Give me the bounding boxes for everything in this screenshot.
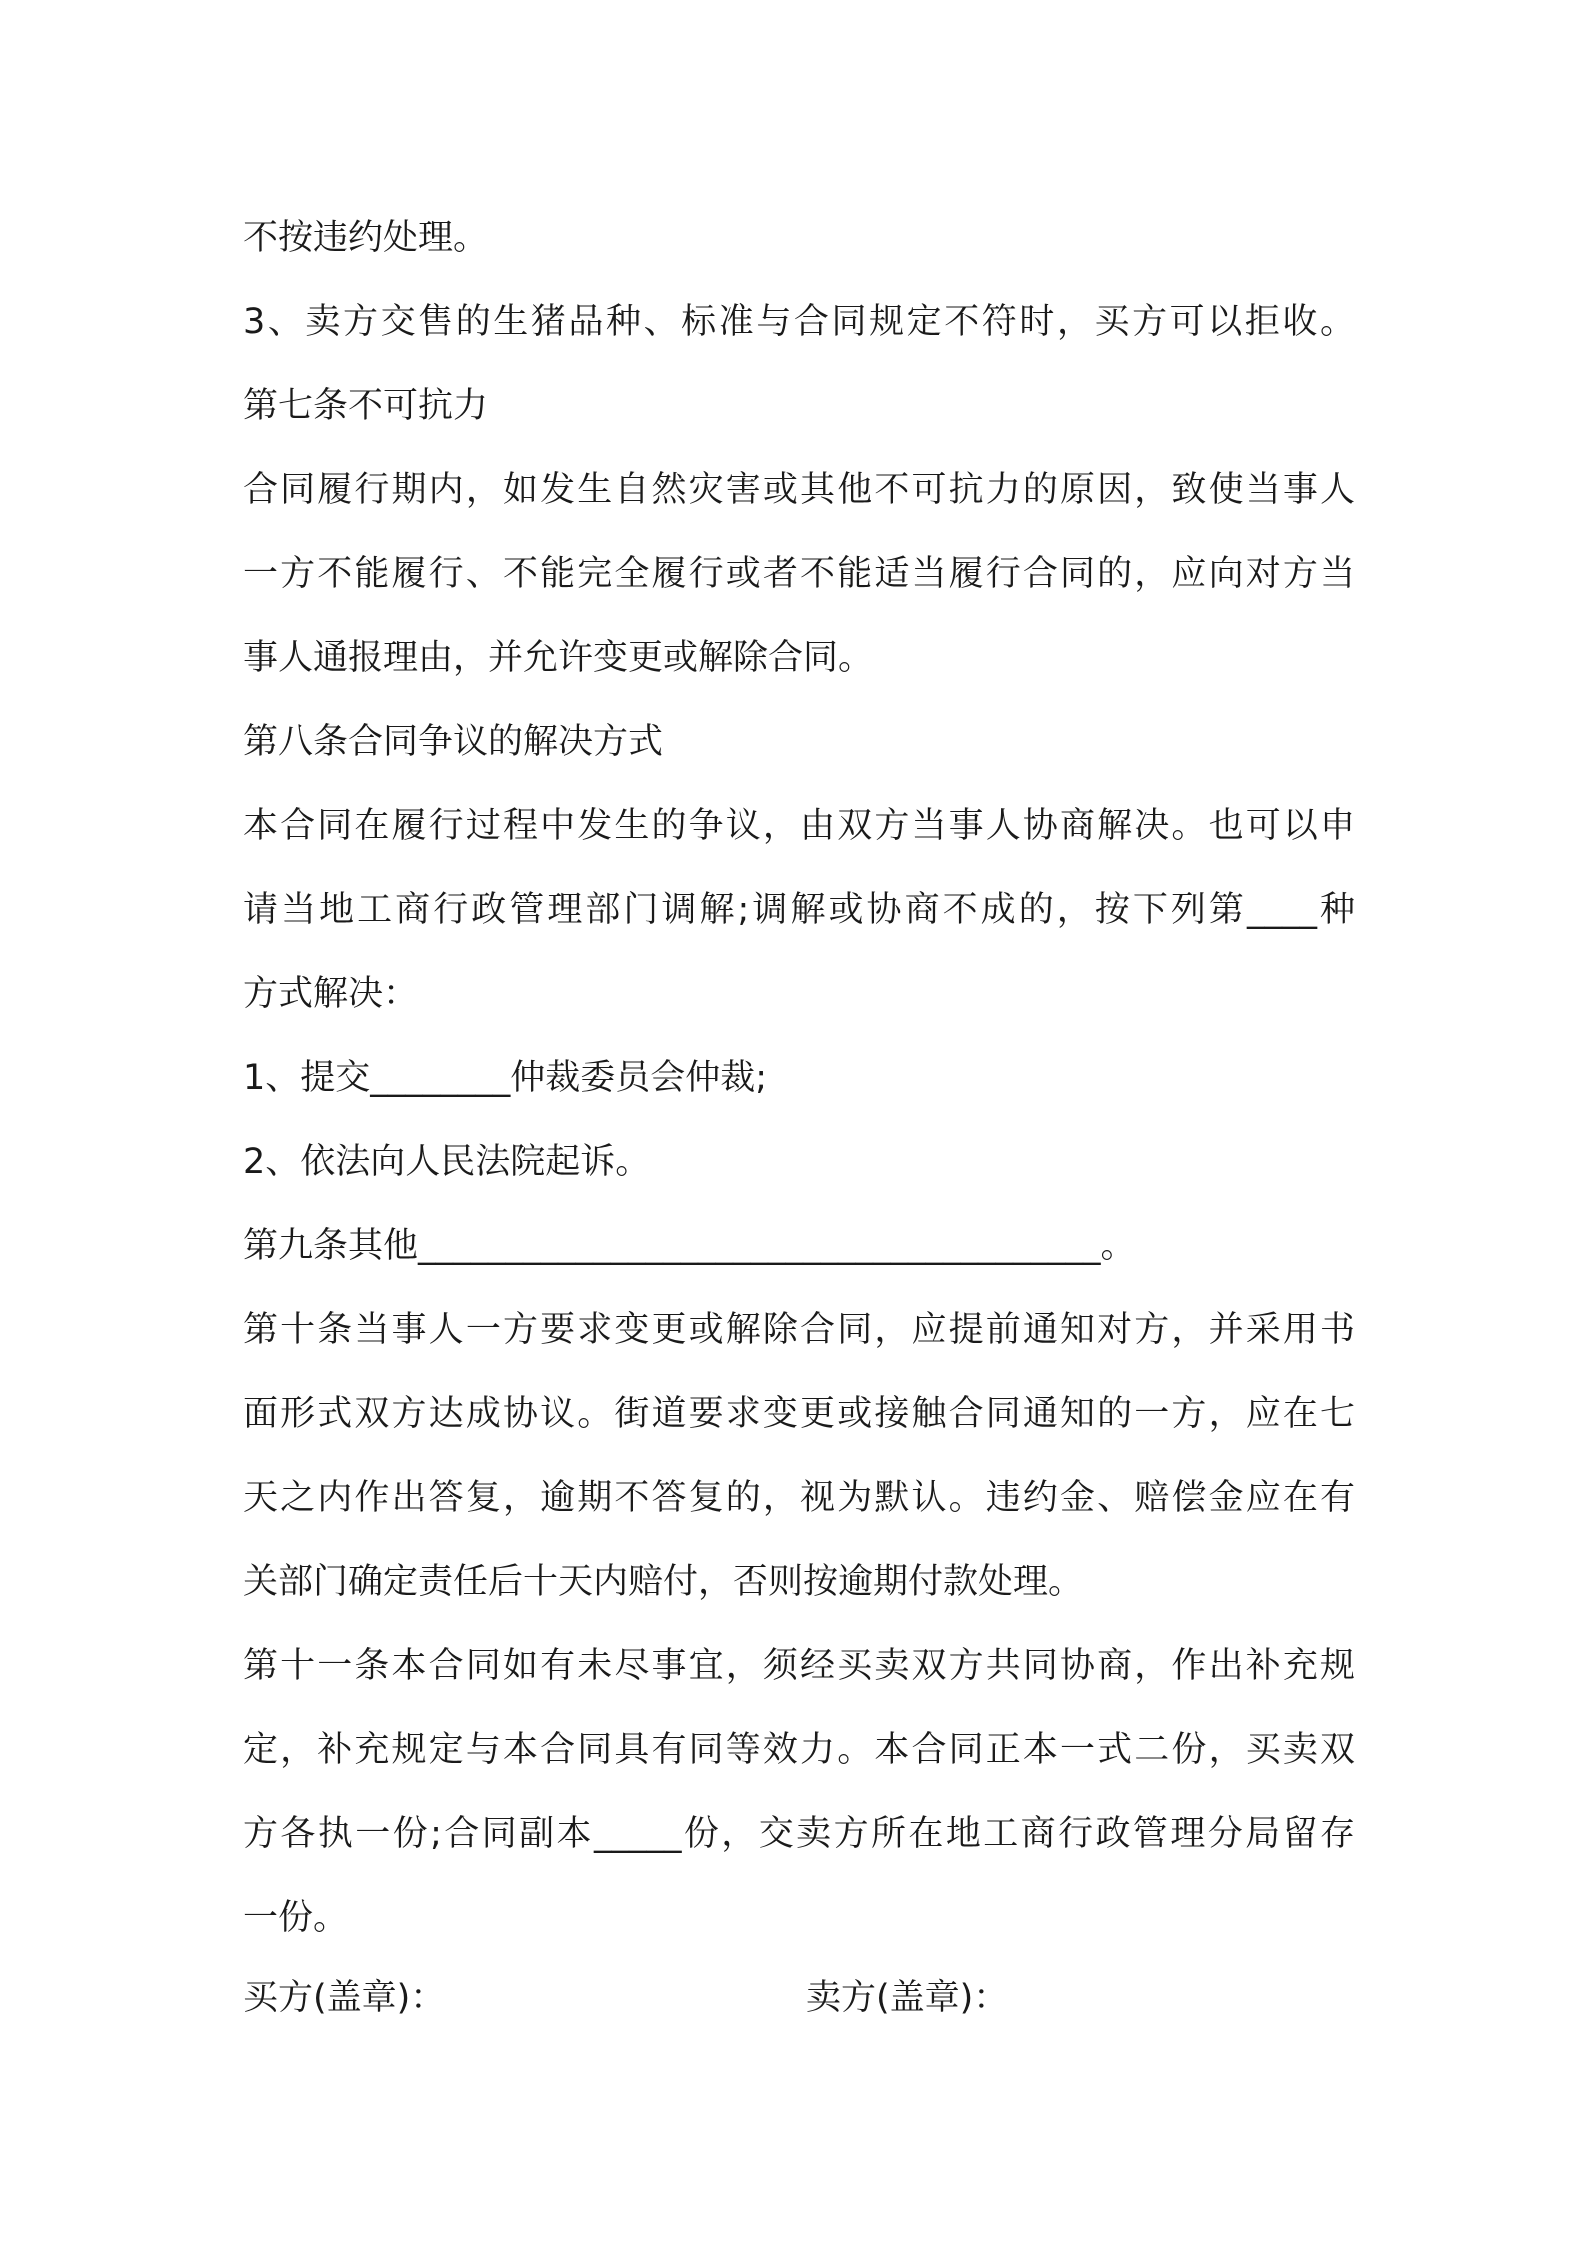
article-10-line-2: 面形式双方达成协议。街道要求变更或接触合同通知的一方，应在七 [243,1394,1355,1434]
text-line-9: 请当地工商行政管理部门调解;调解或协商不成的，按下列第____种 [243,890,1355,930]
article-7-heading: 第七条不可抗力 [243,386,489,426]
contract-body [243,196,1355,1960]
article-11-line-4: 一份。 [243,1898,349,1938]
article-8-heading: 第八条合同争议的解决方式 [243,722,664,762]
article-10-line-4: 关部门确定责任后十天内赔付，否则按逾期付款处理。 [243,1562,1084,1602]
article-11-line-1: 第十一条本合同如有未尽事宜，须经买卖双方共同协商，作出补充规 [243,1646,1355,1686]
text-line-10: 方式解决： [243,974,419,1014]
article-10-line-1: 第十条当事人一方要求变更或解除合同，应提前通知对方，并采用书 [243,1310,1355,1350]
text-line-4: 合同履行期内，如发生自然灾害或其他不可抗力的原因，致使当事人 [243,470,1355,510]
text-line-5: 一方不能履行、不能完全履行或者不能适当履行合同的，应向对方当 [243,554,1355,594]
text-line-6: 事人通报理由，并允许变更或解除合同。 [243,638,874,678]
article-10-line-3: 天之内作出答复，逾期不答复的，视为默认。违约金、赔偿金应在有 [243,1478,1355,1518]
article-11-line-2: 定，补充规定与本合同具有同等效力。本合同正本一式二份，买卖双 [243,1730,1355,1770]
seller-signature-label: 卖方(盖章)： [806,1978,1009,2018]
buyer-signature-label: 买方(盖章)： [243,1978,446,2018]
text-line-8: 本合同在履行过程中发生的争议，由双方当事人协商解决。也可以申 [243,806,1355,846]
article-9-line: 第九条其他_______________________________________。 [243,1226,1136,1266]
text-line-2: 3、卖方交售的生猪品种、标准与合同规定不符时，买方可以拒收。 [243,302,1355,342]
article-11-line-3: 方各执一份;合同副本_____份，交卖方所在地工商行政管理分局留存 [243,1814,1355,1854]
text-line-11: 1、提交________仲裁委员会仲裁; [243,1058,768,1098]
text-line-12: 2、依法向人民法院起诉。 [243,1142,651,1182]
signature-row [243,1956,1355,2040]
text-line-1: 不按违约处理。 [243,218,489,258]
